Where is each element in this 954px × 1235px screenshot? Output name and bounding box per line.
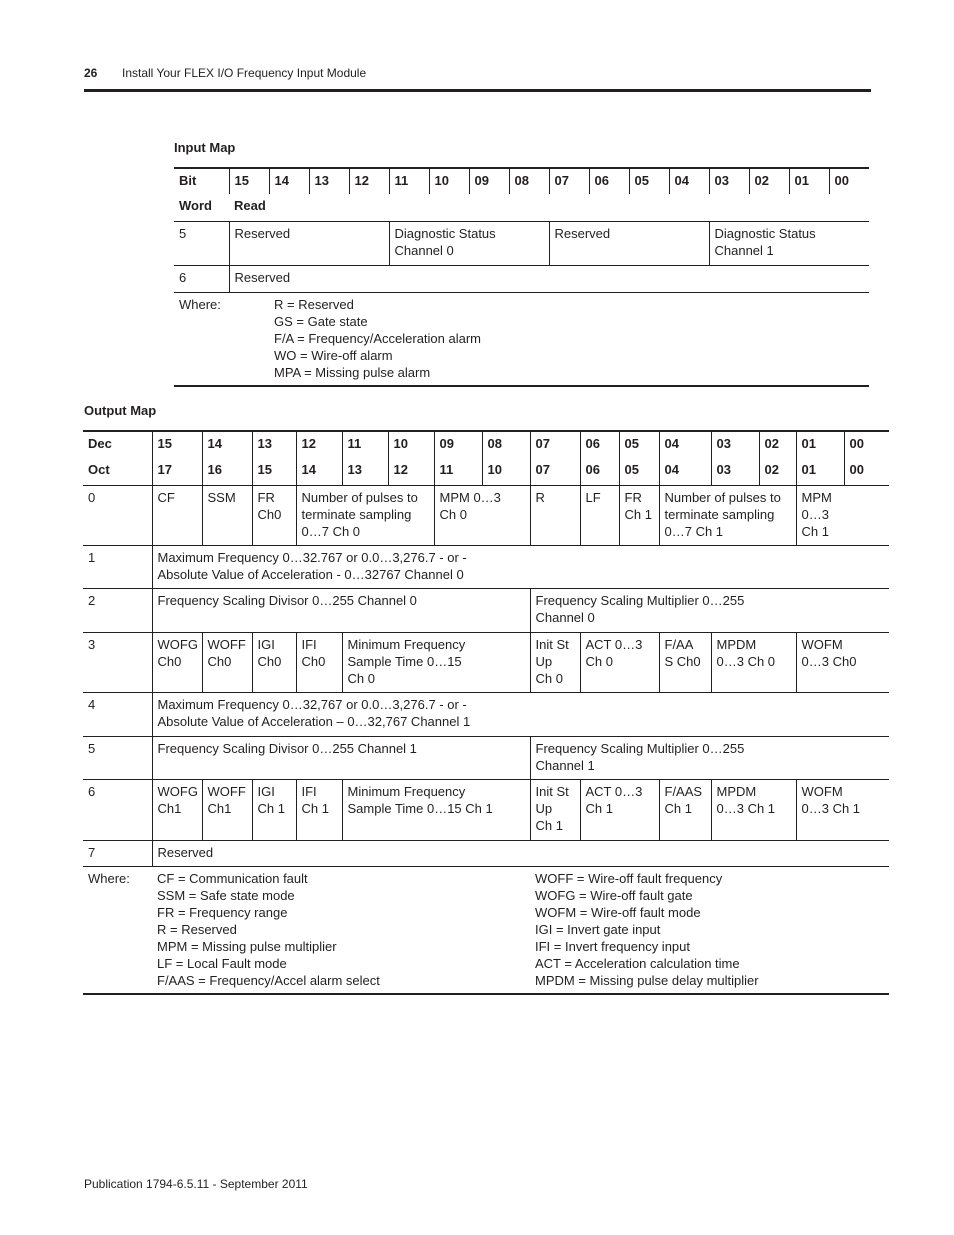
- bit-cell: 11: [389, 168, 429, 194]
- input-map-title: Input Map: [174, 140, 236, 155]
- r-cell: R: [530, 485, 580, 545]
- dec-bit: 14: [202, 431, 252, 458]
- output-map-title: Output Map: [84, 403, 157, 418]
- oct-row: [83, 458, 889, 485]
- legend-item: R = Reserved: [274, 296, 354, 312]
- output-row-3: [83, 632, 889, 692]
- dec-bit: 12: [296, 431, 342, 458]
- mpdm-ch1-cell: MPDM 0…3 Ch 1: [711, 779, 796, 840]
- pulses-ch0-cell: Number of pulses to terminate sampling 0…7 Ch 0: [296, 485, 434, 545]
- oct-bit: 03: [711, 458, 759, 485]
- word-number: 1: [83, 545, 152, 588]
- header-rule: [84, 89, 871, 92]
- bit-cell: 05: [629, 168, 669, 194]
- legend-item: WO = Wire-off alarm: [274, 347, 393, 363]
- oct-bit: 17: [152, 458, 202, 485]
- dec-bit: 04: [659, 431, 711, 458]
- legend-item: MPDM = Missing pulse delay multiplier: [535, 972, 759, 988]
- input-bit-row: [174, 168, 869, 194]
- fr-ch1-cell: FR Ch 1: [619, 485, 659, 545]
- mpm-ch1-cell: MPM 0…3 Ch 1: [796, 485, 889, 545]
- act-ch1-cell: ACT 0…3 Ch 1: [580, 779, 659, 840]
- publication-footer: Publication 1794-6.5.11 - September 2011: [84, 1177, 308, 1191]
- woff-ch1-cell: WOFF Ch1: [202, 779, 252, 840]
- legend-item: MPA = Missing pulse alarm: [274, 364, 431, 380]
- input-word-row: [174, 194, 869, 221]
- wofm-ch1-cell: WOFM 0…3 Ch 1: [796, 779, 889, 840]
- word-number: 2: [83, 588, 152, 632]
- dec-bit: 05: [619, 431, 659, 458]
- bit-cell: 10: [429, 168, 469, 194]
- bit-cell: 14: [269, 168, 309, 194]
- bit-cell: 09: [469, 168, 509, 194]
- legend-item: WOFG = Wire-off fault gate: [535, 887, 693, 903]
- dec-bit: 02: [759, 431, 796, 458]
- oct-bit: 00: [844, 458, 889, 485]
- pulses-ch1-cell: Number of pulses to terminate sampling 0…7 Ch 1: [659, 485, 796, 545]
- dec-bit: 09: [434, 431, 482, 458]
- bit-cell: 03: [709, 168, 749, 194]
- input-where-row: [174, 292, 869, 386]
- legend-item: R = Reserved: [157, 921, 237, 937]
- legend-item: ACT = Acceleration calculation time: [535, 955, 740, 971]
- dec-bit: 08: [482, 431, 530, 458]
- input-legend: [269, 292, 869, 386]
- dec-bit: 06: [580, 431, 619, 458]
- reserved-cell: Reserved: [549, 221, 709, 265]
- oct-bit: 07: [530, 458, 580, 485]
- legend-item: FR = Frequency range: [157, 904, 288, 920]
- bit-cell: 01: [789, 168, 829, 194]
- read-label: Read: [229, 194, 869, 221]
- legend-item: MPM = Missing pulse multiplier: [157, 938, 337, 954]
- wofg-ch1-cell: WOFG Ch1: [152, 779, 202, 840]
- output-where-row: [83, 866, 889, 994]
- oct-bit: 12: [388, 458, 434, 485]
- dec-bit: 01: [796, 431, 844, 458]
- bit-cell: 00: [829, 168, 869, 194]
- oct-bit: 06: [580, 458, 619, 485]
- faas-ch0-cell: F/AA S Ch0: [659, 632, 711, 692]
- legend-item: WOFM = Wire-off fault mode: [535, 904, 701, 920]
- output-row-2: [83, 588, 889, 632]
- bit-cell: 04: [669, 168, 709, 194]
- max-frequency-ch1-cell: Maximum Frequency 0…32,767 or 0.0…3,276.7 - or - Absolute Value of Acceleration – 0…32,767 Channel 1: [152, 692, 889, 736]
- output-legend-right: [530, 866, 889, 994]
- oct-bit: 05: [619, 458, 659, 485]
- wofm-ch0-cell: WOFM 0…3 Ch0: [796, 632, 889, 692]
- ssm-cell: SSM: [202, 485, 252, 545]
- bit-cell: 06: [589, 168, 629, 194]
- mpdm-ch0-cell: MPDM 0…3 Ch 0: [711, 632, 796, 692]
- max-frequency-ch0-cell: Maximum Frequency 0…32.767 or 0.0…3,276.7 - or - Absolute Value of Acceleration - 0…32767 Channel 0: [152, 545, 889, 588]
- word-number: 0: [83, 485, 152, 545]
- word-number: 4: [83, 692, 152, 736]
- dec-row: [83, 431, 889, 458]
- output-row-4: [83, 692, 889, 736]
- reserved-cell: Reserved: [229, 221, 389, 265]
- init-st-up-ch0-cell: Init St Up Ch 0: [530, 632, 580, 692]
- init-st-up-ch1-cell: Init St Up Ch 1: [530, 779, 580, 840]
- bit-cell: 15: [229, 168, 269, 194]
- reserved-cell: Reserved: [229, 265, 869, 292]
- scaling-divisor-ch1-cell: Frequency Scaling Divisor 0…255 Channel 1: [152, 736, 530, 779]
- oct-bit: 01: [796, 458, 844, 485]
- legend-item: F/A = Frequency/Acceleration alarm: [274, 330, 482, 346]
- oct-bit: 13: [342, 458, 388, 485]
- ifi-ch1-cell: IFI Ch 1: [296, 779, 342, 840]
- dec-bit: 10: [388, 431, 434, 458]
- woff-ch0-cell: WOFF Ch0: [202, 632, 252, 692]
- input-row-6: [174, 265, 869, 292]
- oct-label: Oct: [83, 458, 152, 485]
- input-map-table: [174, 167, 869, 387]
- output-map-table: [83, 430, 889, 995]
- word-number: 7: [83, 840, 152, 866]
- dec-bit: 15: [152, 431, 202, 458]
- legend-item: LF = Local Fault mode: [157, 955, 287, 971]
- act-ch0-cell: ACT 0…3 Ch 0: [580, 632, 659, 692]
- word-number: 6: [83, 779, 152, 840]
- legend-item: WOFF = Wire-off fault frequency: [535, 870, 723, 886]
- dec-bit: 13: [252, 431, 296, 458]
- output-row-0: [83, 485, 889, 545]
- bit-cell: 07: [549, 168, 589, 194]
- output-row-5: [83, 736, 889, 779]
- bit-cell: 08: [509, 168, 549, 194]
- word-number: 6: [174, 265, 229, 292]
- word-number: 5: [174, 221, 229, 265]
- scaling-multiplier-ch1-cell: Frequency Scaling Multiplier 0…255 Channel 1: [530, 736, 889, 779]
- where-label: Where:: [83, 866, 152, 994]
- legend-item: IGI = Invert gate input: [535, 921, 661, 937]
- reserved-cell: Reserved: [152, 840, 889, 866]
- igi-ch1-cell: IGI Ch 1: [252, 779, 296, 840]
- page-number: 26: [84, 66, 98, 80]
- page-header: [84, 66, 367, 80]
- oct-bit: 02: [759, 458, 796, 485]
- legend-item: SSM = Safe state mode: [157, 887, 295, 903]
- faas-ch1-cell: F/AAS Ch 1: [659, 779, 711, 840]
- scaling-multiplier-ch0-cell: Frequency Scaling Multiplier 0…255 Channel 0: [530, 588, 889, 632]
- dec-bit: 03: [711, 431, 759, 458]
- dec-bit: 11: [342, 431, 388, 458]
- bit-cell: 02: [749, 168, 789, 194]
- mpm-ch0-cell: MPM 0…3 Ch 0: [434, 485, 530, 545]
- input-row-5: [174, 221, 869, 265]
- bit-cell: 13: [309, 168, 349, 194]
- output-row-1: [83, 545, 889, 588]
- dec-bit: 00: [844, 431, 889, 458]
- dec-bit: 07: [530, 431, 580, 458]
- min-frequency-ch1-cell: Minimum Frequency Sample Time 0…15 Ch 1: [342, 779, 530, 840]
- fr-ch0-cell: FR Ch0: [252, 485, 296, 545]
- oct-bit: 10: [482, 458, 530, 485]
- cf-cell: CF: [152, 485, 202, 545]
- min-frequency-ch0-cell: Minimum Frequency Sample Time 0…15 Ch 0: [342, 632, 530, 692]
- running-title: Install Your FLEX I/O Frequency Input Module: [122, 66, 367, 80]
- oct-bit: 04: [659, 458, 711, 485]
- ifi-ch0-cell: IFI Ch0: [296, 632, 342, 692]
- diagnostic-status-ch0-cell: Diagnostic Status Channel 0: [389, 221, 549, 265]
- legend-item: F/AAS = Frequency/Accel alarm select: [157, 972, 380, 988]
- bit-cell: 12: [349, 168, 389, 194]
- dec-label: Dec: [83, 431, 152, 458]
- oct-bit: 16: [202, 458, 252, 485]
- word-number: 3: [83, 632, 152, 692]
- lf-cell: LF: [580, 485, 619, 545]
- output-row-7: [83, 840, 889, 866]
- output-row-6: [83, 779, 889, 840]
- legend-item: GS = Gate state: [274, 313, 368, 329]
- scaling-divisor-ch0-cell: Frequency Scaling Divisor 0…255 Channel 0: [152, 588, 530, 632]
- legend-item: IFI = Invert frequency input: [535, 938, 690, 954]
- igi-ch0-cell: IGI Ch0: [252, 632, 296, 692]
- oct-bit: 15: [252, 458, 296, 485]
- oct-bit: 14: [296, 458, 342, 485]
- diagnostic-status-ch1-cell: Diagnostic Status Channel 1: [709, 221, 869, 265]
- word-label: Word: [174, 194, 229, 221]
- bit-label: Bit: [174, 168, 229, 194]
- legend-item: CF = Communication fault: [157, 870, 308, 886]
- word-number: 5: [83, 736, 152, 779]
- output-legend-left: [152, 866, 530, 994]
- wofg-ch0-cell: WOFG Ch0: [152, 632, 202, 692]
- where-label: Where:: [174, 292, 269, 386]
- oct-bit: 11: [434, 458, 482, 485]
